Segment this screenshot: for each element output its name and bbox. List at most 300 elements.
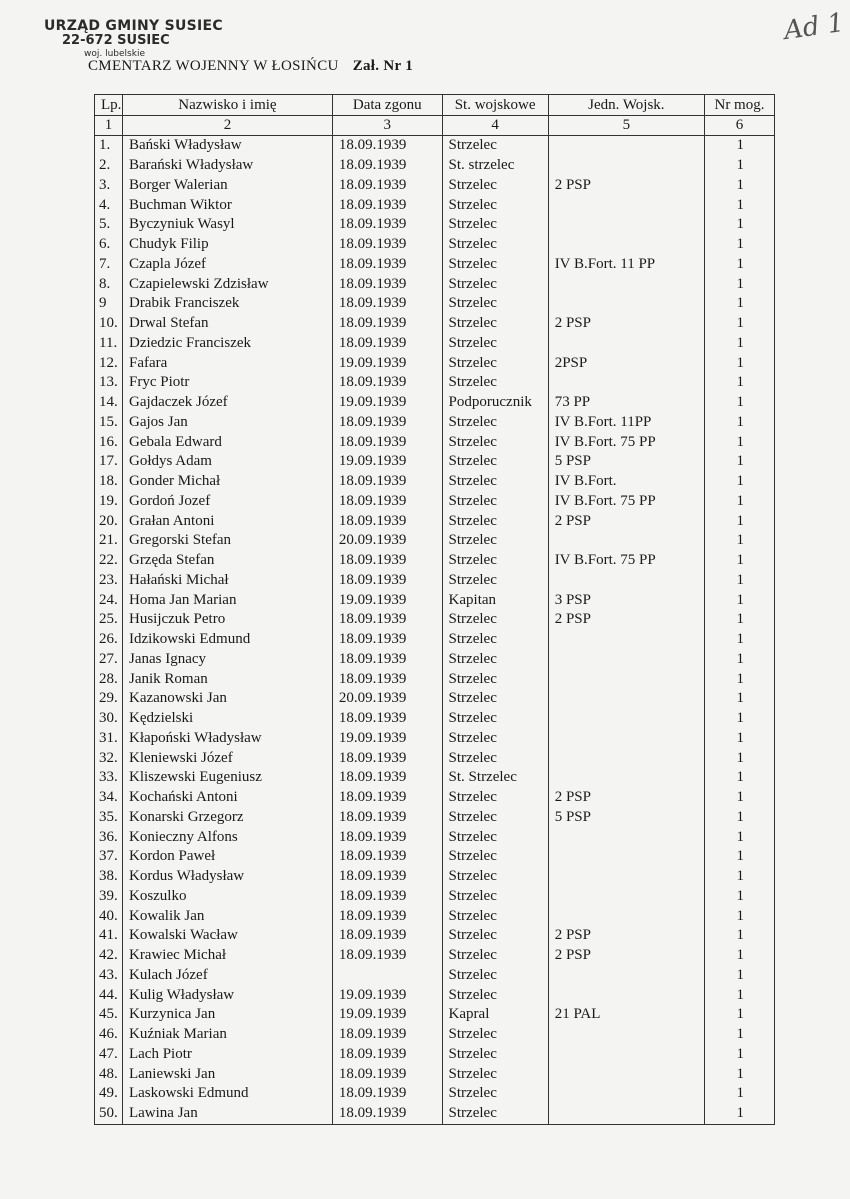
table-row bbox=[95, 808, 775, 828]
cell-rank: Kapral bbox=[442, 1005, 548, 1025]
cell-lp: 50. bbox=[95, 1104, 123, 1124]
cell-grave: 1 bbox=[704, 709, 774, 729]
table-row bbox=[95, 709, 775, 729]
table-row bbox=[95, 472, 775, 492]
cell-rank: Strzelec bbox=[442, 966, 548, 986]
cell-lp: 38. bbox=[95, 867, 123, 887]
header-grave: Nr mog. bbox=[704, 95, 774, 116]
cell-name: Barański Władysław bbox=[122, 156, 332, 176]
cell-rank: Strzelec bbox=[442, 571, 548, 591]
cell-unit: IV B.Fort. 11PP bbox=[548, 413, 704, 433]
cell-rank: Strzelec bbox=[442, 176, 548, 196]
cell-unit bbox=[548, 906, 704, 926]
cell-rank: Strzelec bbox=[442, 847, 548, 867]
cell-unit: 5 PSP bbox=[548, 452, 704, 472]
cell-lp: 34. bbox=[95, 788, 123, 808]
cell-lp: 46. bbox=[95, 1025, 123, 1045]
cell-grave: 1 bbox=[704, 215, 774, 235]
cell-grave: 1 bbox=[704, 590, 774, 610]
cell-unit bbox=[548, 1064, 704, 1084]
table-row bbox=[95, 432, 775, 452]
cell-grave: 1 bbox=[704, 1005, 774, 1025]
cell-grave: 1 bbox=[704, 136, 774, 156]
cell-unit bbox=[548, 650, 704, 670]
table-row bbox=[95, 373, 775, 393]
table-row bbox=[95, 630, 775, 650]
cell-unit: 3 PSP bbox=[548, 590, 704, 610]
cell-date: 18.09.1939 bbox=[332, 294, 442, 314]
cell-grave: 1 bbox=[704, 353, 774, 373]
table-row bbox=[95, 729, 775, 749]
cell-name: Grałan Antoni bbox=[122, 511, 332, 531]
cell-lp: 49. bbox=[95, 1084, 123, 1104]
cell-date: 20.09.1939 bbox=[332, 689, 442, 709]
cell-name: Drwal Stefan bbox=[122, 314, 332, 334]
cell-name: Gregorski Stefan bbox=[122, 531, 332, 551]
cell-grave: 1 bbox=[704, 492, 774, 512]
stamp-postal-code: 22-672 SUSIEC bbox=[62, 33, 170, 49]
cell-lp: 8. bbox=[95, 274, 123, 294]
cell-grave: 1 bbox=[704, 156, 774, 176]
table-row bbox=[95, 1064, 775, 1084]
table-row bbox=[95, 235, 775, 255]
cell-rank: Strzelec bbox=[442, 946, 548, 966]
cell-lp: 13. bbox=[95, 373, 123, 393]
table-column-number-row bbox=[95, 116, 775, 136]
table-row bbox=[95, 531, 775, 551]
cell-grave: 1 bbox=[704, 373, 774, 393]
cell-grave: 1 bbox=[704, 867, 774, 887]
cell-unit bbox=[548, 274, 704, 294]
cell-date: 18.09.1939 bbox=[332, 255, 442, 275]
table-row bbox=[95, 966, 775, 986]
column-number: 6 bbox=[704, 116, 774, 136]
cell-rank: Strzelec bbox=[442, 472, 548, 492]
cell-name: Idzikowski Edmund bbox=[122, 630, 332, 650]
cell-rank: Strzelec bbox=[442, 709, 548, 729]
column-number: 3 bbox=[332, 116, 442, 136]
table-row bbox=[95, 274, 775, 294]
cell-unit: 2 PSP bbox=[548, 511, 704, 531]
table-row bbox=[95, 926, 775, 946]
column-number: 1 bbox=[95, 116, 123, 136]
cell-date: 18.09.1939 bbox=[332, 215, 442, 235]
cell-unit bbox=[548, 1104, 704, 1124]
header-unit: Jedn. Wojsk. bbox=[548, 95, 704, 116]
cell-name: Bański Władysław bbox=[122, 136, 332, 156]
cell-unit: 2 PSP bbox=[548, 788, 704, 808]
cell-unit bbox=[548, 1045, 704, 1065]
cell-grave: 1 bbox=[704, 650, 774, 670]
table-row bbox=[95, 156, 775, 176]
cell-name: Husijczuk Petro bbox=[122, 610, 332, 630]
cell-lp: 11. bbox=[95, 334, 123, 354]
cell-grave: 1 bbox=[704, 531, 774, 551]
cell-grave: 1 bbox=[704, 413, 774, 433]
cell-grave: 1 bbox=[704, 393, 774, 413]
cell-name: Janas Ignacy bbox=[122, 650, 332, 670]
cell-lp: 42. bbox=[95, 946, 123, 966]
cell-unit bbox=[548, 373, 704, 393]
cell-unit: 2PSP bbox=[548, 353, 704, 373]
cell-rank: St. strzelec bbox=[442, 156, 548, 176]
cell-date: 18.09.1939 bbox=[332, 432, 442, 452]
cemetery-name: CMENTARZ WOJENNY W ŁOSIŃCU bbox=[88, 58, 339, 74]
cell-date: 18.09.1939 bbox=[332, 492, 442, 512]
cell-date: 18.09.1939 bbox=[332, 334, 442, 354]
cell-lp: 19. bbox=[95, 492, 123, 512]
header-name: Nazwisko i imię bbox=[122, 95, 332, 116]
cell-rank: Strzelec bbox=[442, 1025, 548, 1045]
cell-unit: 2 PSP bbox=[548, 176, 704, 196]
cell-date: 18.09.1939 bbox=[332, 669, 442, 689]
cell-lp: 24. bbox=[95, 590, 123, 610]
cell-date: 19.09.1939 bbox=[332, 590, 442, 610]
table-row bbox=[95, 669, 775, 689]
cell-rank: Strzelec bbox=[442, 650, 548, 670]
table-row bbox=[95, 1084, 775, 1104]
cell-unit bbox=[548, 294, 704, 314]
cell-name: Drabik Franciszek bbox=[122, 294, 332, 314]
cell-date: 18.09.1939 bbox=[332, 235, 442, 255]
cell-rank: Strzelec bbox=[442, 551, 548, 571]
cell-name: Gordoń Jozef bbox=[122, 492, 332, 512]
cell-lp: 16. bbox=[95, 432, 123, 452]
cell-date: 18.09.1939 bbox=[332, 946, 442, 966]
cell-name: Kędzielski bbox=[122, 709, 332, 729]
cell-rank: Podporucznik bbox=[442, 393, 548, 413]
cell-grave: 1 bbox=[704, 334, 774, 354]
table-row bbox=[95, 452, 775, 472]
table-row bbox=[95, 1045, 775, 1065]
cell-name: Kliszewski Eugeniusz bbox=[122, 768, 332, 788]
cell-grave: 1 bbox=[704, 274, 774, 294]
cell-unit bbox=[548, 156, 704, 176]
cell-name: Fryc Piotr bbox=[122, 373, 332, 393]
cell-name: Krawiec Michał bbox=[122, 946, 332, 966]
cell-name: Kordus Władysław bbox=[122, 867, 332, 887]
cell-date: 18.09.1939 bbox=[332, 906, 442, 926]
cell-unit: IV B.Fort. 11 PP bbox=[548, 255, 704, 275]
cell-rank: Strzelec bbox=[442, 215, 548, 235]
cell-grave: 1 bbox=[704, 887, 774, 907]
cell-grave: 1 bbox=[704, 452, 774, 472]
cell-rank: Strzelec bbox=[442, 255, 548, 275]
table-row bbox=[95, 195, 775, 215]
cell-name: Grzęda Stefan bbox=[122, 551, 332, 571]
cell-name: Laniewski Jan bbox=[122, 1064, 332, 1084]
cell-name: Buchman Wiktor bbox=[122, 195, 332, 215]
cell-grave: 1 bbox=[704, 966, 774, 986]
cell-lp: 12. bbox=[95, 353, 123, 373]
cell-name: Kowalik Jan bbox=[122, 906, 332, 926]
table-row bbox=[95, 946, 775, 966]
cell-grave: 1 bbox=[704, 571, 774, 591]
cell-grave: 1 bbox=[704, 1025, 774, 1045]
table-row bbox=[95, 136, 775, 156]
cell-rank: Strzelec bbox=[442, 669, 548, 689]
handwritten-note: Ad 1 bbox=[782, 7, 847, 47]
cell-rank: Strzelec bbox=[442, 906, 548, 926]
cell-unit bbox=[548, 709, 704, 729]
cell-lp: 37. bbox=[95, 847, 123, 867]
table-header-row bbox=[95, 95, 775, 116]
cell-unit bbox=[548, 966, 704, 986]
cell-grave: 1 bbox=[704, 847, 774, 867]
cell-unit: IV B.Fort. bbox=[548, 472, 704, 492]
header-rank: St. wojskowe bbox=[442, 95, 548, 116]
cell-date: 18.09.1939 bbox=[332, 650, 442, 670]
cell-lp: 28. bbox=[95, 669, 123, 689]
cell-unit: 2 PSP bbox=[548, 926, 704, 946]
cell-rank: Strzelec bbox=[442, 748, 548, 768]
cell-grave: 1 bbox=[704, 827, 774, 847]
cell-grave: 1 bbox=[704, 314, 774, 334]
cell-grave: 1 bbox=[704, 610, 774, 630]
cell-date: 18.09.1939 bbox=[332, 373, 442, 393]
cell-grave: 1 bbox=[704, 1104, 774, 1124]
cell-lp: 33. bbox=[95, 768, 123, 788]
cell-grave: 1 bbox=[704, 768, 774, 788]
cell-rank: Strzelec bbox=[442, 1084, 548, 1104]
cell-grave: 1 bbox=[704, 511, 774, 531]
table-row bbox=[95, 906, 775, 926]
cell-grave: 1 bbox=[704, 255, 774, 275]
cell-lp: 15. bbox=[95, 413, 123, 433]
cell-name: Czapla Józef bbox=[122, 255, 332, 275]
stamp-voivodeship: woj. lubelskie bbox=[84, 49, 145, 60]
cell-grave: 1 bbox=[704, 689, 774, 709]
cell-name: Janik Roman bbox=[122, 669, 332, 689]
cell-date: 19.09.1939 bbox=[332, 985, 442, 1005]
cell-rank: Strzelec bbox=[442, 294, 548, 314]
table-row bbox=[95, 353, 775, 373]
cell-date: 18.09.1939 bbox=[332, 472, 442, 492]
cell-name: Lawina Jan bbox=[122, 1104, 332, 1124]
cell-date: 18.09.1939 bbox=[332, 1045, 442, 1065]
table-row bbox=[95, 768, 775, 788]
cell-name: Gajdaczek Józef bbox=[122, 393, 332, 413]
cell-lp: 36. bbox=[95, 827, 123, 847]
cell-rank: Strzelec bbox=[442, 274, 548, 294]
cell-rank: Strzelec bbox=[442, 511, 548, 531]
cell-grave: 1 bbox=[704, 926, 774, 946]
cell-unit bbox=[548, 669, 704, 689]
table-row bbox=[95, 1104, 775, 1124]
cell-name: Kordon Paweł bbox=[122, 847, 332, 867]
cell-rank: Strzelec bbox=[442, 729, 548, 749]
stamp-office-name: URZĄD GMINY SUSIEC bbox=[44, 18, 223, 34]
table-row bbox=[95, 788, 775, 808]
cell-lp: 17. bbox=[95, 452, 123, 472]
cell-rank: Strzelec bbox=[442, 610, 548, 630]
cell-lp: 23. bbox=[95, 571, 123, 591]
table-row bbox=[95, 610, 775, 630]
cell-name: Hałański Michał bbox=[122, 571, 332, 591]
cell-date: 18.09.1939 bbox=[332, 571, 442, 591]
cell-rank: Strzelec bbox=[442, 867, 548, 887]
cell-name: Laskowski Edmund bbox=[122, 1084, 332, 1104]
cell-lp: 47. bbox=[95, 1045, 123, 1065]
cell-name: Lach Piotr bbox=[122, 1045, 332, 1065]
cell-date: 18.09.1939 bbox=[332, 176, 442, 196]
cell-date: 18.09.1939 bbox=[332, 887, 442, 907]
cell-date: 19.09.1939 bbox=[332, 452, 442, 472]
cell-name: Homa Jan Marian bbox=[122, 590, 332, 610]
table-row bbox=[95, 413, 775, 433]
table-row bbox=[95, 1025, 775, 1045]
cell-unit: IV B.Fort. 75 PP bbox=[548, 492, 704, 512]
cell-rank: Strzelec bbox=[442, 1104, 548, 1124]
cell-name: Gajos Jan bbox=[122, 413, 332, 433]
cell-grave: 1 bbox=[704, 472, 774, 492]
cell-name: Kulig Władysław bbox=[122, 985, 332, 1005]
table-row bbox=[95, 215, 775, 235]
cell-rank: Strzelec bbox=[442, 1045, 548, 1065]
cell-date: 20.09.1939 bbox=[332, 531, 442, 551]
table-row bbox=[95, 571, 775, 591]
cell-unit: IV B.Fort. 75 PP bbox=[548, 551, 704, 571]
cell-grave: 1 bbox=[704, 946, 774, 966]
cell-name: Dziedzic Franciszek bbox=[122, 334, 332, 354]
cell-unit: 73 PP bbox=[548, 393, 704, 413]
cell-unit: IV B.Fort. 75 PP bbox=[548, 432, 704, 452]
cell-unit: 2 PSP bbox=[548, 610, 704, 630]
cell-name: Chudyk Filip bbox=[122, 235, 332, 255]
table-row bbox=[95, 492, 775, 512]
cell-name: Kleniewski Józef bbox=[122, 748, 332, 768]
cell-date: 18.09.1939 bbox=[332, 551, 442, 571]
cell-lp: 45. bbox=[95, 1005, 123, 1025]
cell-grave: 1 bbox=[704, 432, 774, 452]
cell-grave: 1 bbox=[704, 808, 774, 828]
cell-date: 18.09.1939 bbox=[332, 1025, 442, 1045]
cell-lp: 1. bbox=[95, 136, 123, 156]
cell-date: 18.09.1939 bbox=[332, 511, 442, 531]
cell-lp: 6. bbox=[95, 235, 123, 255]
cell-name: Byczyniuk Wasyl bbox=[122, 215, 332, 235]
cell-lp: 7. bbox=[95, 255, 123, 275]
cell-rank: Strzelec bbox=[442, 630, 548, 650]
cell-lp: 18. bbox=[95, 472, 123, 492]
cell-rank: Strzelec bbox=[442, 531, 548, 551]
cell-rank: Strzelec bbox=[442, 314, 548, 334]
table-row bbox=[95, 511, 775, 531]
cell-lp: 25. bbox=[95, 610, 123, 630]
cell-unit: 5 PSP bbox=[548, 808, 704, 828]
cell-date: 18.09.1939 bbox=[332, 709, 442, 729]
cell-name: Kowalski Wacław bbox=[122, 926, 332, 946]
cell-name: Kłapoński Władysław bbox=[122, 729, 332, 749]
cell-unit bbox=[548, 748, 704, 768]
table-row bbox=[95, 590, 775, 610]
table-row bbox=[95, 887, 775, 907]
cell-grave: 1 bbox=[704, 748, 774, 768]
cell-grave: 1 bbox=[704, 630, 774, 650]
cell-date: 19.09.1939 bbox=[332, 1005, 442, 1025]
cell-date: 18.09.1939 bbox=[332, 1064, 442, 1084]
cell-unit bbox=[548, 985, 704, 1005]
cell-unit bbox=[548, 689, 704, 709]
cell-date: 18.09.1939 bbox=[332, 630, 442, 650]
document-title bbox=[88, 58, 413, 75]
cell-lp: 10. bbox=[95, 314, 123, 334]
cell-grave: 1 bbox=[704, 906, 774, 926]
cell-rank: Strzelec bbox=[442, 452, 548, 472]
cell-date: 18.09.1939 bbox=[332, 926, 442, 946]
cell-name: Konarski Grzegorz bbox=[122, 808, 332, 828]
table-row bbox=[95, 314, 775, 334]
cell-rank: Strzelec bbox=[442, 1064, 548, 1084]
column-number: 5 bbox=[548, 116, 704, 136]
cell-grave: 1 bbox=[704, 195, 774, 215]
cell-unit bbox=[548, 768, 704, 788]
cell-rank: Strzelec bbox=[442, 373, 548, 393]
cell-rank: Strzelec bbox=[442, 136, 548, 156]
cell-unit bbox=[548, 1025, 704, 1045]
cell-lp: 3. bbox=[95, 176, 123, 196]
cell-name: Konieczny Alfons bbox=[122, 827, 332, 847]
burial-table bbox=[94, 94, 775, 1125]
cell-name: Gebala Edward bbox=[122, 432, 332, 452]
cell-unit bbox=[548, 136, 704, 156]
cell-lp: 43. bbox=[95, 966, 123, 986]
cell-date: 18.09.1939 bbox=[332, 314, 442, 334]
header-date: Data zgonu bbox=[332, 95, 442, 116]
cell-name: Kazanowski Jan bbox=[122, 689, 332, 709]
cell-date: 18.09.1939 bbox=[332, 136, 442, 156]
cell-date: 18.09.1939 bbox=[332, 1084, 442, 1104]
table-row bbox=[95, 650, 775, 670]
table-row bbox=[95, 294, 775, 314]
cell-date: 18.09.1939 bbox=[332, 195, 442, 215]
cell-lp: 4. bbox=[95, 195, 123, 215]
cell-unit: 2 PSP bbox=[548, 946, 704, 966]
table-row bbox=[95, 255, 775, 275]
table-row bbox=[95, 176, 775, 196]
header-lp: Lp. bbox=[95, 95, 123, 116]
cell-date: 18.09.1939 bbox=[332, 610, 442, 630]
cell-grave: 1 bbox=[704, 1084, 774, 1104]
cell-rank: St. Strzelec bbox=[442, 768, 548, 788]
table-row bbox=[95, 334, 775, 354]
cell-rank: Strzelec bbox=[442, 689, 548, 709]
cell-name: Fafara bbox=[122, 353, 332, 373]
cell-date: 18.09.1939 bbox=[332, 1104, 442, 1124]
cell-rank: Strzelec bbox=[442, 492, 548, 512]
cell-lp: 9 bbox=[95, 294, 123, 314]
cell-lp: 32. bbox=[95, 748, 123, 768]
table-row bbox=[95, 827, 775, 847]
cell-unit bbox=[548, 827, 704, 847]
cell-rank: Strzelec bbox=[442, 827, 548, 847]
cell-lp: 35. bbox=[95, 808, 123, 828]
cell-name: Borger Walerian bbox=[122, 176, 332, 196]
cell-date: 18.09.1939 bbox=[332, 808, 442, 828]
cell-name: Gołdys Adam bbox=[122, 452, 332, 472]
cell-lp: 31. bbox=[95, 729, 123, 749]
table-row bbox=[95, 748, 775, 768]
cell-lp: 41. bbox=[95, 926, 123, 946]
cell-lp: 27. bbox=[95, 650, 123, 670]
cell-date: 18.09.1939 bbox=[332, 156, 442, 176]
table-row bbox=[95, 1005, 775, 1025]
cell-name: Czapielewski Zdzisław bbox=[122, 274, 332, 294]
cell-unit bbox=[548, 215, 704, 235]
cell-name: Kuźniak Marian bbox=[122, 1025, 332, 1045]
cell-lp: 39. bbox=[95, 887, 123, 907]
cell-unit bbox=[548, 531, 704, 551]
